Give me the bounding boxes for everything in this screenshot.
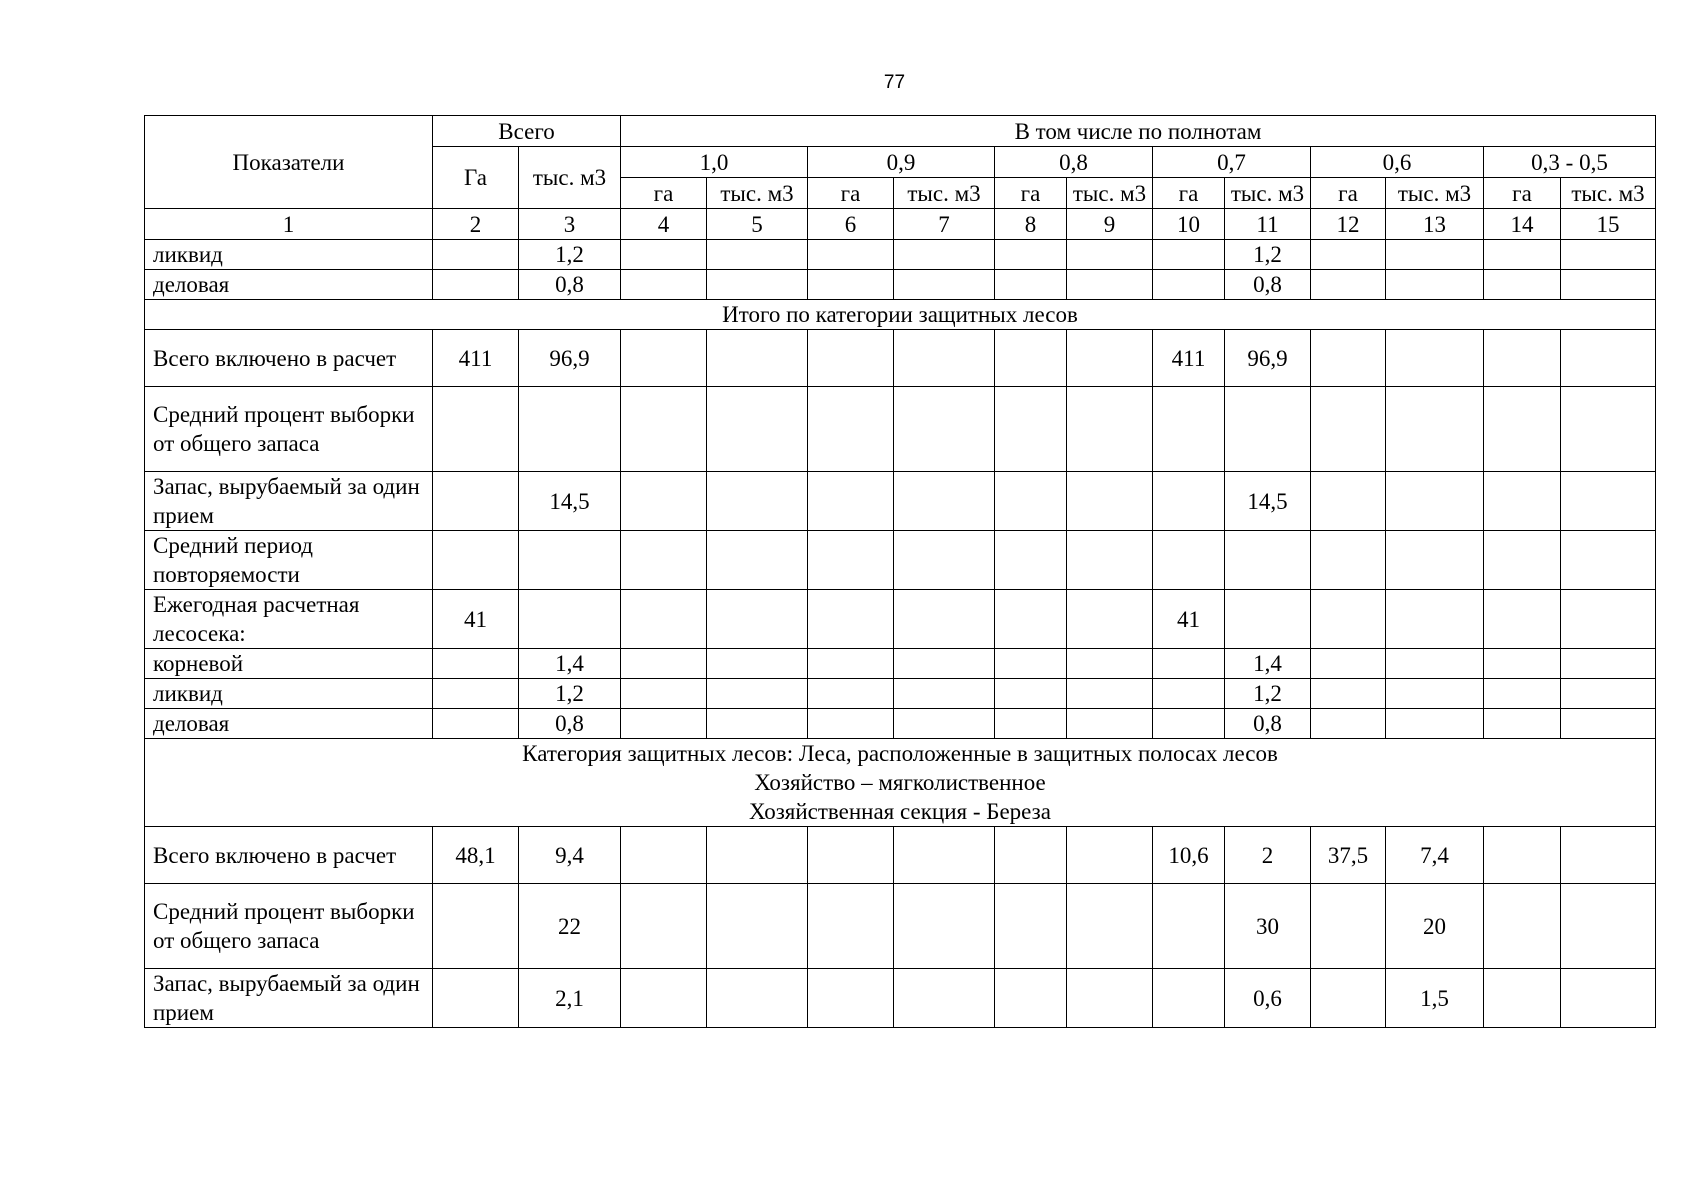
table-cell: [433, 649, 519, 679]
table-cell: [433, 884, 519, 969]
table-row: [145, 679, 1656, 709]
header-density: 0,9: [808, 147, 995, 178]
table-cell: [1067, 270, 1153, 300]
column-number: 7: [894, 209, 995, 240]
section-header-total: [145, 300, 1656, 330]
table-row: [145, 827, 1656, 884]
table-cell: [1484, 884, 1561, 969]
section-header-category: [145, 739, 1656, 827]
table-cell: [707, 679, 808, 709]
table-cell: [1561, 827, 1656, 884]
table-cell: [621, 709, 707, 739]
table-cell: 22: [519, 884, 621, 969]
row-label: Запас, вырубаемый за один прием: [145, 969, 433, 1028]
table-cell: [995, 240, 1067, 270]
column-number-row: [145, 209, 1656, 240]
table-row: [145, 240, 1656, 270]
table-row: [145, 649, 1656, 679]
table-cell: [1484, 827, 1561, 884]
table-cell: [1153, 884, 1225, 969]
table-cell: [1561, 270, 1656, 300]
table-cell: [1484, 240, 1561, 270]
table-cell: [808, 270, 894, 300]
table-cell: [433, 387, 519, 472]
header-by-density: В том числе по полнотам: [621, 116, 1656, 147]
table-cell: [1067, 709, 1153, 739]
table-cell: [1561, 884, 1656, 969]
header-sub-volume: тыс. м3: [707, 178, 808, 209]
table-cell: [1311, 270, 1386, 300]
table-cell: [995, 884, 1067, 969]
table-cell: 1,2: [1225, 679, 1311, 709]
table-cell: 41: [1153, 590, 1225, 649]
table-cell: [1311, 649, 1386, 679]
table-cell: [1067, 330, 1153, 387]
table-cell: [1561, 472, 1656, 531]
table-cell: [1067, 472, 1153, 531]
column-number: 14: [1484, 209, 1561, 240]
table-cell: [1153, 270, 1225, 300]
header-sub-volume: тыс. м3: [1225, 178, 1311, 209]
header-sub-ha: га: [621, 178, 707, 209]
table-row: [145, 709, 1656, 739]
table-cell: [707, 240, 808, 270]
header-sub-volume: тыс. м3: [1386, 178, 1484, 209]
table-cell: [808, 969, 894, 1028]
table-cell: [894, 649, 995, 679]
table-cell: [1386, 709, 1484, 739]
header-total: Всего: [433, 116, 621, 147]
section-title: [145, 300, 1656, 330]
table-cell: [1067, 884, 1153, 969]
table-cell: [1484, 709, 1561, 739]
table-cell: [1561, 709, 1656, 739]
table-cell: [1561, 240, 1656, 270]
table-cell: [894, 387, 995, 472]
table-cell: [1311, 709, 1386, 739]
table-cell: [1067, 679, 1153, 709]
table-cell: [1225, 387, 1311, 472]
table-cell: [707, 969, 808, 1028]
table-cell: [995, 969, 1067, 1028]
table-cell: [1386, 387, 1484, 472]
table-cell: [1153, 649, 1225, 679]
header-density: 0,3 - 0,5: [1484, 147, 1656, 178]
column-number: 1: [145, 209, 433, 240]
table-cell: [1386, 240, 1484, 270]
table-cell: [995, 330, 1067, 387]
table-cell: [995, 649, 1067, 679]
table-cell: [894, 240, 995, 270]
table-cell: [808, 590, 894, 649]
table-cell: 1,5: [1386, 969, 1484, 1028]
table-cell: [621, 270, 707, 300]
table-cell: [995, 270, 1067, 300]
table-cell: [1484, 387, 1561, 472]
table-cell: [1067, 969, 1153, 1028]
table-cell: [433, 270, 519, 300]
table-cell: [1311, 387, 1386, 472]
table-cell: 1,4: [1225, 649, 1311, 679]
section-title-line: Хозяйство – мягколиственное: [754, 770, 1046, 795]
table-cell: [1484, 330, 1561, 387]
table-cell: [621, 969, 707, 1028]
header-total-volume: тыс. м3: [519, 147, 621, 209]
table-cell: [995, 531, 1067, 590]
table-cell: [1386, 531, 1484, 590]
header-sub-ha: га: [1153, 178, 1225, 209]
header-sub-ha: га: [808, 178, 894, 209]
table-cell: 1,2: [519, 240, 621, 270]
header-sub-volume: тыс. м3: [1561, 178, 1656, 209]
header-sub-volume: тыс. м3: [894, 178, 995, 209]
row-label: Средний процент выборки от общего запаса: [145, 884, 433, 969]
table-cell: [707, 590, 808, 649]
table-cell: [1067, 590, 1153, 649]
table-cell: [1484, 649, 1561, 679]
table-cell: 37,5: [1311, 827, 1386, 884]
table-cell: [707, 884, 808, 969]
header-sub-volume: тыс. м3: [1067, 178, 1153, 209]
table-cell: [707, 649, 808, 679]
table-cell: [621, 884, 707, 969]
table-cell: [707, 270, 808, 300]
table-cell: [621, 590, 707, 649]
table-cell: [1561, 969, 1656, 1028]
table-cell: [1153, 709, 1225, 739]
table-cell: 1,2: [1225, 240, 1311, 270]
table-cell: [894, 330, 995, 387]
table-cell: 411: [433, 330, 519, 387]
table-cell: [1386, 590, 1484, 649]
table-cell: 14,5: [1225, 472, 1311, 531]
table-row: [145, 884, 1656, 969]
table-cell: [1311, 472, 1386, 531]
table-cell: [1311, 969, 1386, 1028]
column-number: 10: [1153, 209, 1225, 240]
table-cell: [707, 709, 808, 739]
table-cell: [1561, 649, 1656, 679]
table-cell: [1311, 590, 1386, 649]
table-cell: 0,8: [519, 270, 621, 300]
table-cell: [894, 969, 995, 1028]
row-label: деловая: [145, 709, 433, 739]
table-cell: 0,8: [519, 709, 621, 739]
table-cell: [707, 330, 808, 387]
table-cell: [433, 969, 519, 1028]
table-cell: 96,9: [519, 330, 621, 387]
table-cell: [1311, 240, 1386, 270]
row-label: ликвид: [145, 679, 433, 709]
section-title: [145, 739, 1656, 827]
column-number: 2: [433, 209, 519, 240]
table-cell: [707, 472, 808, 531]
table-cell: 48,1: [433, 827, 519, 884]
table-row: [145, 387, 1656, 472]
table-cell: [995, 709, 1067, 739]
table-cell: [808, 330, 894, 387]
table-cell: [808, 827, 894, 884]
row-label: Запас, вырубаемый за один прием: [145, 472, 433, 531]
table-cell: [1153, 531, 1225, 590]
table-cell: [1484, 969, 1561, 1028]
table-row: [145, 969, 1656, 1028]
table-cell: [519, 590, 621, 649]
table-cell: [1067, 827, 1153, 884]
header-indicator: Показатели: [145, 116, 433, 209]
table-cell: [621, 330, 707, 387]
table-cell: [995, 387, 1067, 472]
table-cell: 20: [1386, 884, 1484, 969]
table-cell: [808, 531, 894, 590]
table-cell: [995, 472, 1067, 531]
header-sub-ha: га: [1484, 178, 1561, 209]
table-cell: [1484, 270, 1561, 300]
table-cell: 41: [433, 590, 519, 649]
row-label: корневой: [145, 649, 433, 679]
row-label: Средний процент выборки от общего запаса: [145, 387, 433, 472]
table-cell: 96,9: [1225, 330, 1311, 387]
table-cell: [433, 472, 519, 531]
column-number: 15: [1561, 209, 1656, 240]
table-cell: [1386, 649, 1484, 679]
table-cell: [995, 590, 1067, 649]
header-density: 0,8: [995, 147, 1153, 178]
table-cell: [1484, 531, 1561, 590]
table-cell: [1067, 240, 1153, 270]
table-cell: [1386, 679, 1484, 709]
table-cell: [1386, 270, 1484, 300]
table-cell: [707, 387, 808, 472]
section-title-line: Итого по категории защитных лесов: [722, 302, 1078, 327]
row-label: Всего включено в расчет: [145, 330, 433, 387]
column-number: 8: [995, 209, 1067, 240]
table-row: [145, 472, 1656, 531]
table-cell: [808, 472, 894, 531]
column-number: 11: [1225, 209, 1311, 240]
table-cell: [1067, 387, 1153, 472]
table-cell: [1561, 590, 1656, 649]
table-cell: [1153, 387, 1225, 472]
table-cell: [1561, 387, 1656, 472]
table-cell: 1,2: [519, 679, 621, 709]
table-cell: [621, 531, 707, 590]
table-cell: [1067, 649, 1153, 679]
table-cell: 9,4: [519, 827, 621, 884]
page-number: 77: [883, 72, 906, 93]
table-cell: 0,8: [1225, 709, 1311, 739]
table-cell: 14,5: [519, 472, 621, 531]
table-row: [145, 590, 1656, 649]
table-cell: 2,1: [519, 969, 621, 1028]
table-cell: [808, 884, 894, 969]
table-cell: [808, 387, 894, 472]
table-cell: [621, 679, 707, 709]
table-cell: [894, 827, 995, 884]
table-cell: [894, 590, 995, 649]
table-cell: [808, 709, 894, 739]
table-cell: [1311, 330, 1386, 387]
row-label: Всего включено в расчет: [145, 827, 433, 884]
table-cell: [1153, 240, 1225, 270]
table-cell: [1386, 472, 1484, 531]
table-row: [145, 330, 1656, 387]
column-number: 6: [808, 209, 894, 240]
table-cell: [894, 270, 995, 300]
row-label: ликвид: [145, 240, 433, 270]
table-cell: [894, 679, 995, 709]
table-cell: [1386, 330, 1484, 387]
header-sub-ha: га: [995, 178, 1067, 209]
table-cell: [433, 679, 519, 709]
table-cell: [1484, 679, 1561, 709]
table-cell: 7,4: [1386, 827, 1484, 884]
table-cell: [1311, 679, 1386, 709]
header-total-ha: Га: [433, 147, 519, 209]
column-number: 9: [1067, 209, 1153, 240]
table-cell: [1153, 679, 1225, 709]
table-cell: [1153, 969, 1225, 1028]
table-cell: [995, 827, 1067, 884]
table-cell: [621, 472, 707, 531]
table-cell: [1225, 531, 1311, 590]
header-sub-ha: га: [1311, 178, 1386, 209]
table-cell: [1311, 531, 1386, 590]
table-cell: [894, 884, 995, 969]
table-cell: 1,4: [519, 649, 621, 679]
table-row: [145, 270, 1656, 300]
table-cell: [621, 240, 707, 270]
table-cell: 30: [1225, 884, 1311, 969]
column-number: 12: [1311, 209, 1386, 240]
table-cell: [808, 679, 894, 709]
table-cell: [995, 679, 1067, 709]
table-cell: [894, 472, 995, 531]
table-cell: [1561, 531, 1656, 590]
header-density: 0,7: [1153, 147, 1311, 178]
table-cell: 411: [1153, 330, 1225, 387]
row-label: Ежегодная расчетная лесосека:: [145, 590, 433, 649]
column-number: 3: [519, 209, 621, 240]
table-cell: 10,6: [1153, 827, 1225, 884]
row-label: Средний период повторяемости: [145, 531, 433, 590]
table-cell: [433, 240, 519, 270]
header-density: 0,6: [1311, 147, 1484, 178]
table-cell: [1484, 472, 1561, 531]
table-cell: 2: [1225, 827, 1311, 884]
table-cell: [621, 649, 707, 679]
table-cell: [894, 709, 995, 739]
section-title-line: Хозяйственная секция - Береза: [749, 799, 1051, 824]
table-cell: [1067, 531, 1153, 590]
table-cell: [808, 649, 894, 679]
section-title-line: Категория защитных лесов: Леса, расположенные в защитных полосах лесов: [522, 741, 1278, 766]
forest-indicators-table: [144, 115, 1656, 1028]
table-cell: 0,8: [1225, 270, 1311, 300]
header-density: 1,0: [621, 147, 808, 178]
table-cell: [894, 531, 995, 590]
column-number: 13: [1386, 209, 1484, 240]
table-cell: [707, 827, 808, 884]
table-cell: [1153, 472, 1225, 531]
table-cell: [433, 709, 519, 739]
table-cell: [621, 387, 707, 472]
row-label: деловая: [145, 270, 433, 300]
table-row: [145, 531, 1656, 590]
table-cell: [433, 531, 519, 590]
column-number: 5: [707, 209, 808, 240]
table-cell: [519, 387, 621, 472]
column-number: 4: [621, 209, 707, 240]
table-cell: [707, 531, 808, 590]
table-cell: [1561, 679, 1656, 709]
table-cell: [808, 240, 894, 270]
table-cell: [1225, 590, 1311, 649]
table-cell: 0,6: [1225, 969, 1311, 1028]
table-cell: [1484, 590, 1561, 649]
header-row-1: [145, 116, 1656, 147]
table-cell: [1561, 330, 1656, 387]
table-cell: [519, 531, 621, 590]
table-cell: [1311, 884, 1386, 969]
table-cell: [621, 827, 707, 884]
